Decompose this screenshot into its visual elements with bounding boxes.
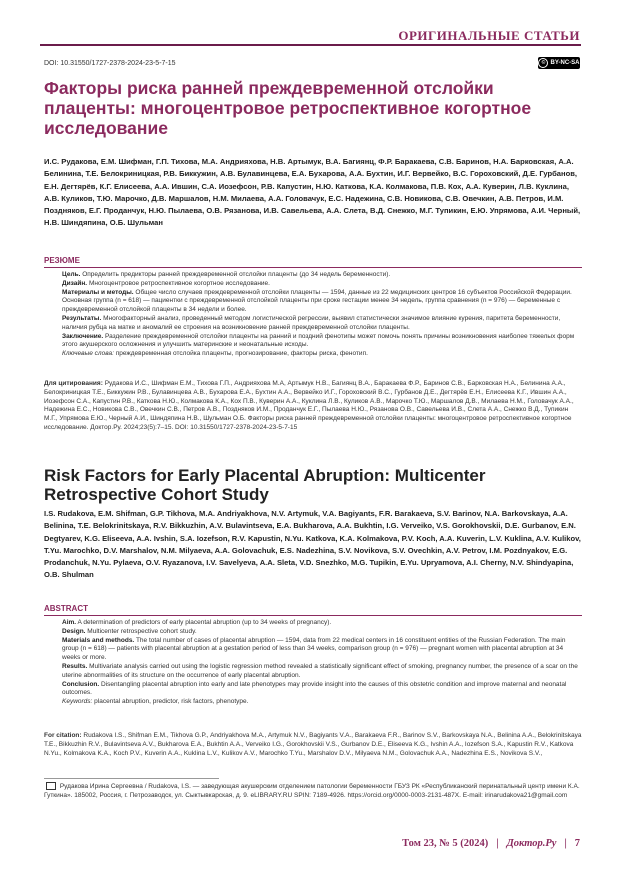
citation-ru-text: Рудакова И.С., Шифман Е.М., Тихова Г.П., Андрияхова М.А, Артымук Н.В., Багиянц В.А., Баракаева Ф.Р., Баринов С.В., Барковская Н.А., Белинина А.А., Белокриницкая Т.Е., Биккужин Р.В., Булавинцева А.В., Бухарова Е.А., Бухтин А.А., Вервейко И.Г., Гороховский В.С., Гурбанов Д.Е., Дегтярёв Е.Н., Елисеева К.Г., Ившин А.А., Иозефсон С.А., Капустин Р.В., Каткова Н.Ю., Колмакова К.А., Кох П.В., Куверин А.А., Куклина Л.В., Куликов А.В., Марочко Т.Ю., Маршалов Д.В., Милаева Н.М., Головачук А.А., Надежина Е.С., Новикова С.В., Овечкин С.В., Петров А.В., Поздняков И.М., Проданчук Е.Г., Пылаева Н.Ю., Рязанова О.В., Савельева И.В., Слета А.А., Снежко В.Д., Тупикин М.Г., Упрямова Е.Ю., Черный А.И., Шиндяпина Н.В., Шульман О.Б. Факторы риска ранней преждевременной отслойки плаценты: многоцентровое ретроспективное когортное исследование. Доктор.Ру. 2024;23(5):7–15. DOI: 10.31550/1727-2378-2024-23-5-7-15 bbox=[44, 380, 574, 431]
footnote-divider bbox=[44, 778, 219, 779]
section-title: ОРИГИНАЛЬНЫЕ СТАТЬИ bbox=[398, 28, 580, 43]
abstract-ru-header bbox=[44, 256, 582, 268]
footer-issue: Том 23, № 5 (2024) bbox=[402, 838, 489, 849]
aim-label-en: Aim. bbox=[62, 619, 77, 626]
results-text-en: Multivariate analysis carried out using the logistic regression method revealed a statistically significant effect of smoking, pregnancy number, the presence of a scar on the uterine abnormalities of its structure on the occurrence of early placental abruption. bbox=[62, 662, 578, 679]
keywords-label: Ключевые слова: bbox=[62, 350, 114, 358]
page-footer bbox=[402, 838, 580, 849]
methods-label-en: Materials and methods. bbox=[62, 636, 135, 644]
footer-separator: | bbox=[496, 838, 499, 849]
cc-icon: © bbox=[538, 58, 548, 68]
abstract-en bbox=[62, 619, 582, 707]
aim-label: Цель. bbox=[62, 271, 81, 278]
design-text-en: Multicenter retrospective cohort study. bbox=[87, 627, 197, 635]
license-label: BY-NC-SA bbox=[550, 60, 580, 66]
results-text: Многофакторный анализ, проведенный методом логистической регрессии, выявил статистически значимое влияние курения, паритета беременности, наличия рубца на матке и аномалий ее строения на возникновение ранней преждевременной отслойки плаценты. bbox=[62, 314, 561, 331]
doi[interactable]: DOI: 10.31550/1727-2378-2024-23-5-7-15 bbox=[44, 60, 176, 67]
citation-en-text: Rudakova I.S., Shifman E.M., Tikhova G.P., Andriyakhova M.A., Artymuk N.V., Bagiyants V.A., Barakaeva F.R., Barinov S.V., Barkovskaya N.A., Belinina A.A., Belokrinitskaya T.E., Bikkuzhin R.V., Bulavintseva A.V., Bukharova E.A., Bukhtin A.A., Verveiko I.G., Gorokhovskii V.S., Gurbanov D.E., Eliseeva K.G., Ivshin A.A., Iozefson S.A., Kapustin R.V., Katkova N.Yu., Kolmakova K.A., Koch P.V., Kuverin A.A., Kuklina L.V., Kulikov A.V., Marochko T.Yu., Marshalov D.V., Milyaeva N.M., Golovachuk A.A., Nadezhina E.S., Novikova S.V., bbox=[44, 732, 582, 757]
cc-license-badge bbox=[538, 57, 580, 69]
citation-en-label: For citation: bbox=[44, 732, 82, 739]
keywords-label-en: Keywords: bbox=[62, 698, 93, 706]
conclusion-label-en: Conclusion. bbox=[62, 680, 100, 688]
design-text: Многоцентровое ретроспективное когортное исследование. bbox=[88, 279, 270, 287]
header-divider bbox=[40, 44, 581, 46]
keywords-text-en: placental abruption, predictor, risk factors, phenotype. bbox=[94, 698, 249, 706]
abstract-ru-divider bbox=[44, 267, 582, 268]
keywords-text: преждевременная отслойка плаценты, прогнозирование, факторы риска, фенотип. bbox=[115, 350, 368, 358]
footnote-text: заведующая акушерским отделением патологии беременности ГБУЗ РК «Республиканский перинатальный центр имени К.А. Гуткина». 185002, Россия, г. Петрозаводск, ул. Сыктывкарская, д. 9. eLIBRARY.RU SPIN: 7189-4926. https://orcid.org/0000-0003-2131-487X. E-mail: irinarudakova21@gmail.com bbox=[44, 783, 580, 799]
envelope-icon bbox=[46, 782, 56, 790]
footer-brand-logo: Доктор.Ру bbox=[506, 838, 557, 849]
page-number: 7 bbox=[574, 838, 580, 849]
results-label: Результаты. bbox=[62, 314, 102, 322]
author-footnote bbox=[44, 782, 582, 800]
citation-ru-label: Для цитирования: bbox=[44, 380, 103, 387]
footnote-name: Рудакова Ирина Сергеевна / Rudakova, I.S. — bbox=[59, 783, 200, 790]
citation-en bbox=[44, 732, 582, 758]
abstract-ru bbox=[62, 271, 582, 359]
results-label-en: Results. bbox=[62, 662, 88, 670]
abstract-en-heading: ABSTRACT bbox=[44, 604, 88, 613]
citation-ru bbox=[44, 380, 582, 433]
methods-text-en: The total number of cases of placental abruption — 1594, data from 22 medical centers in 16 constituent entities of the Russian Federation. The main group (n = 618) — patients with placental abruption at a gestation period of less than 34 weeks, comparison group (n = 976) — pregnant women with placental abruption at 34 weeks or more. bbox=[62, 636, 566, 662]
footer-separator: | bbox=[564, 838, 567, 849]
design-label-en: Design. bbox=[62, 627, 86, 635]
authors-ru: И.С. Рудакова, Е.М. Шифман, Г.П. Тихова, М.А. Андрияхова, Н.В. Артымук, В.А. Багиянц, Ф.Р. Баракаева, С.В. Баринов, Н.А. Барковская, А.А. Белинина, Т.Е. Белокриницкая, Р.В. Биккужин, А.В. Булавинцева, Е.А. Бухарова, А.А. Бухтин, И.Г. Вервейко, В.С. Гороховский, Д.Е. Гурбанов, Е.Н. Дегтярёв, К.Г. Елисеева, А.А. Ившин, С.А. Иозефсон, Р.В. Капустин, Н.Ю. Каткова, К.А. Колмакова, П.В. Кох, А.А. Куверин, Л.В. Куклина, А.В. Куликов, Т.Ю. Марочко, Д.В. Маршалов, Н.М. Милаева, А.А. Головачук, Е.С. Надежина, С.В. Новикова, С.В. Овечкин, А.В. Петров, И.М. Поздняков, Е.Г. Проданчук, Н.Ю. Пылаева, О.В. Рязанова, И.В. Савельева, А.А. Слета, В.Д. Снежко, М.Г. Тупикин, Е.Ю. Упрямова, А.И. Черный, Н.В. Шиндяпина, О.Б. Шульман bbox=[44, 157, 581, 228]
article-title-en: Risk Factors for Early Placental Abruption: Multicenter Retrospective Cohort Study bbox=[44, 466, 486, 504]
methods-label: Материалы и методы. bbox=[62, 288, 134, 296]
conclusion-text-en: Disentangling placental abruption into early and late phenotypes may provide insight into the causes of this obstetric condition and improve maternal and neonatal outcomes. bbox=[62, 680, 567, 697]
abstract-ru-heading: РЕЗЮМЕ bbox=[44, 256, 80, 265]
article-title-ru: Факторы риска ранней преждевременной отслойки плаценты: многоцентровое ретроспективное когортное исследование bbox=[44, 78, 532, 138]
methods-text: Общее число случаев преждевременной отслойки плаценты — 1594, данные из 22 медицинских центров 16 субъектов Российской Федерации. Основная группа (n = 618) — пациентки с преждевременной отслойкой плаценты при сроке гестации менее 34 недель, группа сравнения (n = 976) — беременные с преждевременной отслойкой плаценты в 34 недели и более. bbox=[62, 288, 572, 314]
aim-text-en: A determination of predictors of early placental abruption (up to 34 weeks of pregnancy). bbox=[77, 619, 332, 626]
aim-text: Определить предикторы ранней преждевременной отслойки плаценты (до 34 недель беременности). bbox=[82, 271, 391, 278]
abstract-en-divider bbox=[44, 615, 582, 616]
abstract-en-header bbox=[44, 604, 582, 616]
conclusion-label: Заключение. bbox=[62, 332, 104, 340]
conclusion-text: Разделение преждевременной отслойки плаценты на ранний и поздний фенотипы может помочь понять причины возникновения наиболее тяжелых форм этого акушерского осложнения и улучшить материнские и неонатальные исходы. bbox=[62, 332, 575, 349]
authors-en: I.S. Rudakova, E.M. Shifman, G.P. Tikhova, M.A. Andriyakhova, N.V. Artymuk, V.A. Bagiyants, F.R. Barakaeva, S.V. Barinov, N.A. Barkovskaya, A.A. Belinina, T.E. Belokrinitskaya, R.V. Bikkuzhin, A.V. Bulavintseva, E.A. Bukharova, A.A. Bukhtin, I.G. Verveiko, V.S. Gorokhovskii, D.E. Gurbanov, E.N. Degtyarev, K.G. Eliseeva, A.A. Ivshin, S.A. Iozefson, R.V. Kapustin, N.Yu. Katkova, K.A. Kolmakova, P.V. Koch, A.A. Kuverin, L.V. Kuklina, A.V. Kulikov, T.Yu. Marochko, D.V. Marshalov, N.M. Milyaeva, A.A. Golovachuk, E.S. Nadezhina, S.V. Novikova, S.V. Ovechkin, A.V. Petrov, I.M. Pozdnyakov, E.G. Prodanchuk, N.Yu. Pylaeva, O.V. Ryazanova, I.V. Savelyeva, A.A. Sleta, V.D. Snezhko, M.G. Tupikin, E.Yu. Upryamova, A.I. Cherny, N.V. Shindyapina, O.B. Shulman bbox=[44, 509, 581, 580]
design-label: Дизайн. bbox=[62, 279, 88, 287]
